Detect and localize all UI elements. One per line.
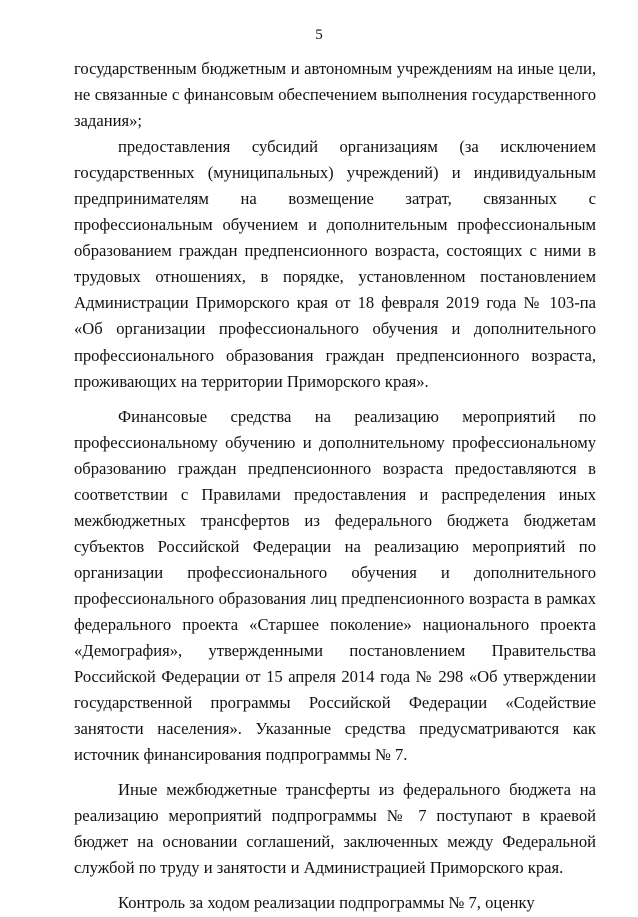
paragraph-control: Контроль за ходом реализации подпрограммы № 7, оценку xyxy=(118,893,535,913)
page-number: 5 xyxy=(315,27,323,43)
document-body xyxy=(74,56,596,917)
paragraph-continuation: государственным бюджетным и автономным учреждениям на иные цели, не связанные с финансовым обеспечением выполнения государственного задания»; xyxy=(74,59,596,131)
paragraph-subsidies: предоставления субсидий организациям (за исключением государственных (муниципальных) учреждений) и индивидуальным предпринимателям на возмещение затрат, связанных с профессиональным обучением и дополнительным профессиональным образованием граждан предпенсионного возраста, состоящих с ними в трудовых отношениях, в порядке, установленном постановлением Администрации Приморского края от 18 февраля 2019 года № 103-па «Об организации профессионального обучения и дополнительного профессионального образования граждан предпенсионного возраста, проживающих на территории Приморского края». xyxy=(74,137,596,391)
paragraph-financing: Финансовые средства на реализацию мероприятий по профессиональному обучению и дополнительному профессиональному образованию граждан предпенсионного возраста предоставляются в соответствии с Правилами предоставления и распределения иных межбюджетных трансфертов из федерального бюджета бюджетам субъектов Российской Федерации на реализацию мероприятий по организации профессионального обучения и дополнительного профессионального образования лиц предпенсионного возраста в рамках федерального проекта «Старшее поколение» национального проекта «Демография», утвержденными постановлением Правительства Российской Федерации от 15 апреля 2014 года № 298 «Об утверждении государственной программы Российской Федерации «Содействие занятости населения». Указанные средства предусматриваются как источник финансирования подпрограммы № 7. xyxy=(74,406,596,765)
paragraph-transfers: Иные межбюджетные трансферты из федерального бюджета на реализацию мероприятий подпрограммы № 7 поступают в краевой бюджет на основании соглашений, заключенных между Федеральной службой по труду и занятости и Администрацией Приморского края. xyxy=(74,780,596,878)
